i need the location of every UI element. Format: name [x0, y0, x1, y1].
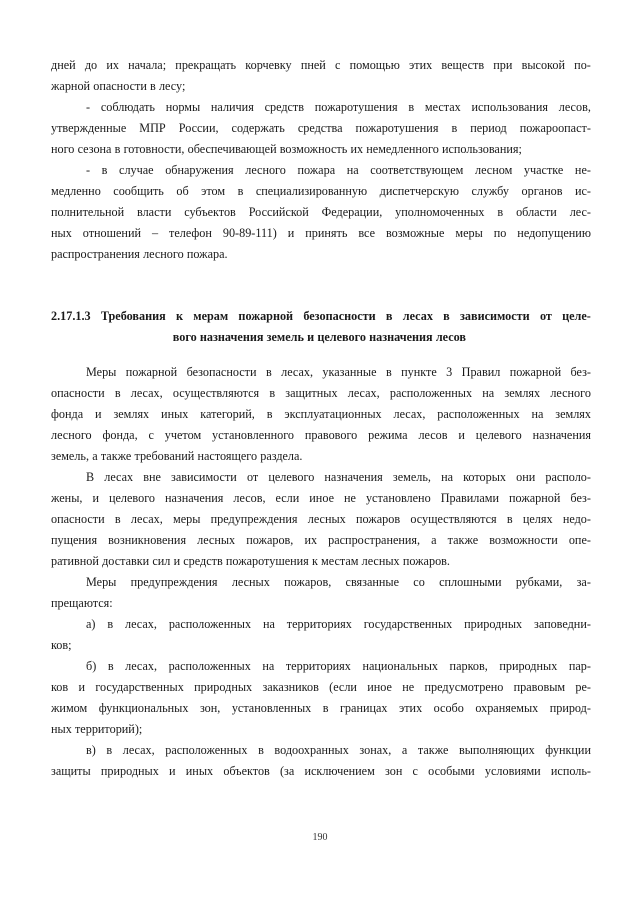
heading-line: 2.17.1.3 Требования к мерам пожарной безопасности в лесах в зависимости от целе-	[51, 309, 591, 323]
text-line: Меры пожарной безопасности в лесах, указанные в пункте 3 Правил пожарной без-	[86, 365, 591, 379]
text-line: фонда и землях иных категорий, в эксплуатационных лесах, расположенных на землях	[51, 407, 591, 421]
paragraph	[51, 467, 591, 572]
paragraph	[51, 97, 591, 160]
text-line: - в случае обнаружения лесного пожара на соответствующем лесном участке не-	[86, 163, 591, 177]
text-line: опасности в лесах, меры предупреждения лесных пожаров осуществляются в целях недо-	[51, 512, 591, 526]
paragraph	[51, 55, 591, 97]
paragraph	[51, 362, 591, 467]
text-line: опасности в лесах, осуществляются в защитных лесах, расположенных на землях лесного	[51, 386, 591, 400]
text-line: жимом функциональных зон, установленных в границах этих особо охраняемых природ-	[51, 701, 591, 715]
paragraph	[51, 572, 591, 614]
page-body	[51, 55, 591, 265]
text-line: в) в лесах, расположенных в водоохранных зонах, а также выполняющих функции	[86, 743, 591, 757]
page-body-continued	[51, 362, 591, 782]
list-item	[51, 656, 591, 740]
list-item	[51, 614, 591, 656]
text-line: утвержденные МПР России, содержать средства пожаротушения в период пожароопаст-	[51, 121, 591, 135]
text-line: ков;	[51, 638, 72, 652]
text-line: лесного фонда, с учетом установленного правового режима лесов и целевого назначения	[51, 428, 591, 442]
text-line: жены, и целевого назначения лесов, если иное не установлено Правилами пожарной без-	[51, 491, 591, 505]
text-line: ного сезона в готовности, обеспечивающей возможность их немедленного использования;	[51, 142, 522, 156]
text-line: распространения лесного пожара.	[51, 247, 228, 261]
text-line: пущения возникновения лесных пожаров, их распространения, а также возможности опе-	[51, 533, 591, 547]
text-line: земель, а также требований настоящего раздела.	[51, 449, 303, 463]
text-line: а) в лесах, расположенных на территориях государственных природных заповедни-	[86, 617, 591, 631]
text-line: дней до их начала; прекращать корчевку пней с помощью этих веществ при высокой по-	[51, 58, 591, 72]
text-line: защиты природных и иных объектов (за исключением зон с особыми условиями исполь-	[51, 764, 591, 778]
heading-line: вого назначения земель и целевого назначения лесов	[172, 330, 467, 344]
text-line: - соблюдать нормы наличия средств пожаротушения в местах использования лесов,	[86, 100, 591, 114]
text-line: В лесах вне зависимости от целевого назначения земель, на которых они располо-	[86, 470, 591, 484]
text-line: жарной опасности в лесу;	[51, 79, 186, 93]
text-line: ративной доставки сил и средств пожаротушения к местам лесных пожаров.	[51, 554, 450, 568]
text-line: ков и государственных природных заказников (если иное не предусмотрено правовым ре-	[51, 680, 591, 694]
page-number: 190	[312, 832, 328, 843]
paragraph	[51, 160, 591, 265]
text-line: б) в лесах, расположенных на территориях национальных парков, природных пар-	[86, 659, 591, 673]
text-line: медленно сообщить об этом в специализированную диспетчерскую службу органов ис-	[51, 184, 591, 198]
text-line: Меры предупреждения лесных пожаров, связанные со сплошными рубками, за-	[86, 575, 591, 589]
section-heading	[51, 306, 591, 348]
text-line: прещаются:	[51, 596, 113, 610]
text-line: ных отношений – телефон 90-89-111) и принять все возможные меры по недопущению	[51, 226, 591, 240]
list-item	[51, 740, 591, 782]
text-line: полнительной власти субъектов Российской Федерации, уполномоченных в области лес-	[51, 205, 591, 219]
text-line: ных территорий);	[51, 722, 143, 736]
